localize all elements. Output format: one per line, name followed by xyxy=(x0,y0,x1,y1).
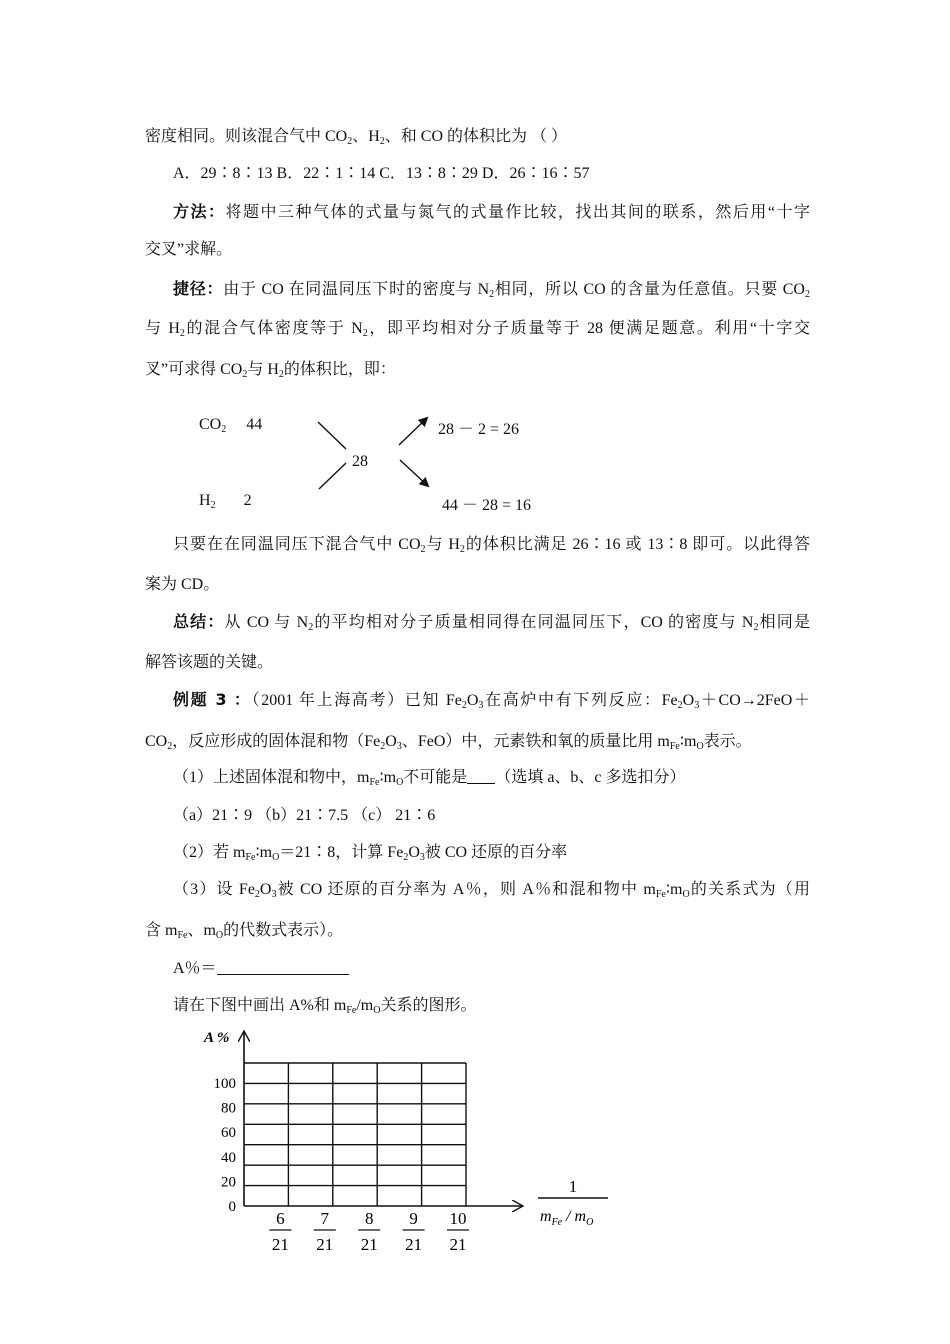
question-3: （3）设 $Fe_2O_3$被 CO 还原的百分率为 A％，则 A％和混和物中 $m_{Fe}∶m_O$的关系式为（用 xyxy=(173,881,810,900)
example3-paragraph-cont: $CO_2$，反应形成的固体混和物（$Fe_2O_3$、FeO）中，元素铁和氧的质量比用 $m_{Fe}∶m_O$表示。 xyxy=(145,733,752,752)
question-1-options: （a）21∶9 （b）21∶7.5 （c） 21∶6 xyxy=(173,807,436,824)
cross-arrow-up xyxy=(399,418,427,445)
summary-paragraph: 总结：从 CO 与 $N_2$的平均相对分子质量相同得在同温同压下，CO 的密度与 $N_2$相同是 xyxy=(173,612,810,633)
question-3-cont: 含 $m_{Fe}$、$m_O$的代数式表示）。 xyxy=(145,922,344,941)
y-axis-label: A % xyxy=(204,1030,230,1046)
cross-arrow-down xyxy=(400,460,428,486)
co2-value: 44 xyxy=(246,416,263,433)
shortcut-label: 捷径： xyxy=(173,279,224,298)
cross-line-up xyxy=(319,463,346,489)
x-tick-denominator: 21 xyxy=(271,1235,289,1254)
x-tick-label xyxy=(403,1209,425,1254)
answer-blank-2[interactable] xyxy=(217,960,349,975)
y-tick-label: 60 xyxy=(221,1125,236,1142)
shortcut-paragraph: 捷径：由于 CO 在同温同压下时的密度与 $N_2$相同，所以 CO 的含量为任意值。只要 $CO_2$ xyxy=(173,279,810,300)
shortcut-paragraph-end: 叉”可求得 $CO_2$与 $H_2$的体积比，即： xyxy=(145,361,396,380)
method-paragraph: 方法：将题中三种气体的式量与氮气的式量作比较，找出其间的联系，然后用“十字 xyxy=(173,202,810,221)
shortcut-paragraph-cont: 与 $H_2$的混合气体密度等于 $N_2$，即平均相对分子质量等于 28 便满足题意。利用“十字交 xyxy=(145,320,810,339)
top-result: 28 － 2 = 26 xyxy=(438,421,520,438)
cross-lines xyxy=(0,0,950,560)
h2-value: 2 xyxy=(243,492,252,509)
y-tick-label: 20 xyxy=(221,1174,236,1191)
x-tick-numerator: 6 xyxy=(276,1209,285,1228)
x-tick-denominator: 21 xyxy=(360,1235,378,1254)
x-axis-label-numerator: 1 xyxy=(568,1177,578,1196)
x-tick-denominator: 21 xyxy=(316,1235,334,1254)
blank-graph[interactable] xyxy=(190,1022,630,1258)
summary-label: 总结： xyxy=(173,612,225,631)
x-tick-numerator: 7 xyxy=(320,1209,330,1228)
x-tick-label xyxy=(269,1209,291,1254)
x-tick-label xyxy=(358,1209,380,1254)
answer-blank-1[interactable] xyxy=(467,769,495,784)
x-axis-label-denominator: $m_{Fe} / m_O$ xyxy=(540,1208,594,1228)
average-value: 28 xyxy=(352,453,368,470)
x-tick-denominator: 21 xyxy=(449,1235,467,1254)
question-text-line: 密度相同。则该混合气中 $CO_2$、$H_2$、和 CO 的体积比为 （ ） xyxy=(145,128,568,147)
x-tick-numerator: 9 xyxy=(409,1209,418,1228)
x-tick-numerator: 8 xyxy=(364,1209,374,1228)
y-tick-labels xyxy=(214,1076,237,1215)
x-tick-labels xyxy=(269,1209,469,1254)
conclusion-paragraph-cont: 案为 CD。 xyxy=(145,576,220,593)
y-tick-label: 0 xyxy=(228,1199,236,1215)
h2-label: $H_2$ 2 xyxy=(199,492,252,511)
method-paragraph-cont: 交叉”求解。 xyxy=(145,241,233,258)
grid-lines xyxy=(244,1063,466,1206)
bottom-result: 44 － 28 = 16 xyxy=(442,497,532,514)
y-tick-label: 40 xyxy=(221,1149,236,1166)
example3-paragraph: 例题 3 ：（2001 年上海高考）已知 $Fe_2O_3$在高炉中有下列反应：$Fe_2O_3+CO\to 2FeO+$ xyxy=(173,690,810,711)
y-tick-label: 100 xyxy=(213,1076,236,1092)
y-tick-label: 80 xyxy=(221,1100,236,1117)
x-tick-numerator: 10 xyxy=(449,1209,467,1228)
x-tick-label xyxy=(447,1209,469,1254)
answer-line: A％＝ xyxy=(173,959,838,979)
cross-line-down xyxy=(318,422,346,449)
co2-label: $CO_2$ 44 xyxy=(199,416,263,435)
answer-options: A．29∶8∶13 B．22∶1∶14 C．13∶8∶29 D．26∶16∶57 xyxy=(173,165,590,182)
draw-instruction: 请在下图中画出 A%和 $m_{Fe}/m_O$关系的图形。 xyxy=(173,997,477,1016)
question-1: （1）上述固体混和物中，$m_{Fe}∶m_O$不可能是 （选填 a、b、c 多选扣分） xyxy=(173,769,686,788)
summary-paragraph-cont: 解答该题的关键。 xyxy=(145,654,274,671)
question-2: （2）若 $m_{Fe}∶m_O=21∶8$，计算 $Fe_2O_3$被 CO 还原的百分率 xyxy=(173,844,568,863)
x-tick-denominator: 21 xyxy=(405,1235,423,1254)
x-tick-label xyxy=(314,1209,336,1254)
x-axis-label xyxy=(538,1177,608,1228)
example3-label: 例题 3 ： xyxy=(173,690,252,709)
conclusion-paragraph: 只要在在同温同压下混合气中 $CO_2$与 $H_2$的体积比满足 26∶16 或 13∶8 即可。以此得答 xyxy=(173,536,810,555)
method-label: 方法： xyxy=(173,202,226,221)
